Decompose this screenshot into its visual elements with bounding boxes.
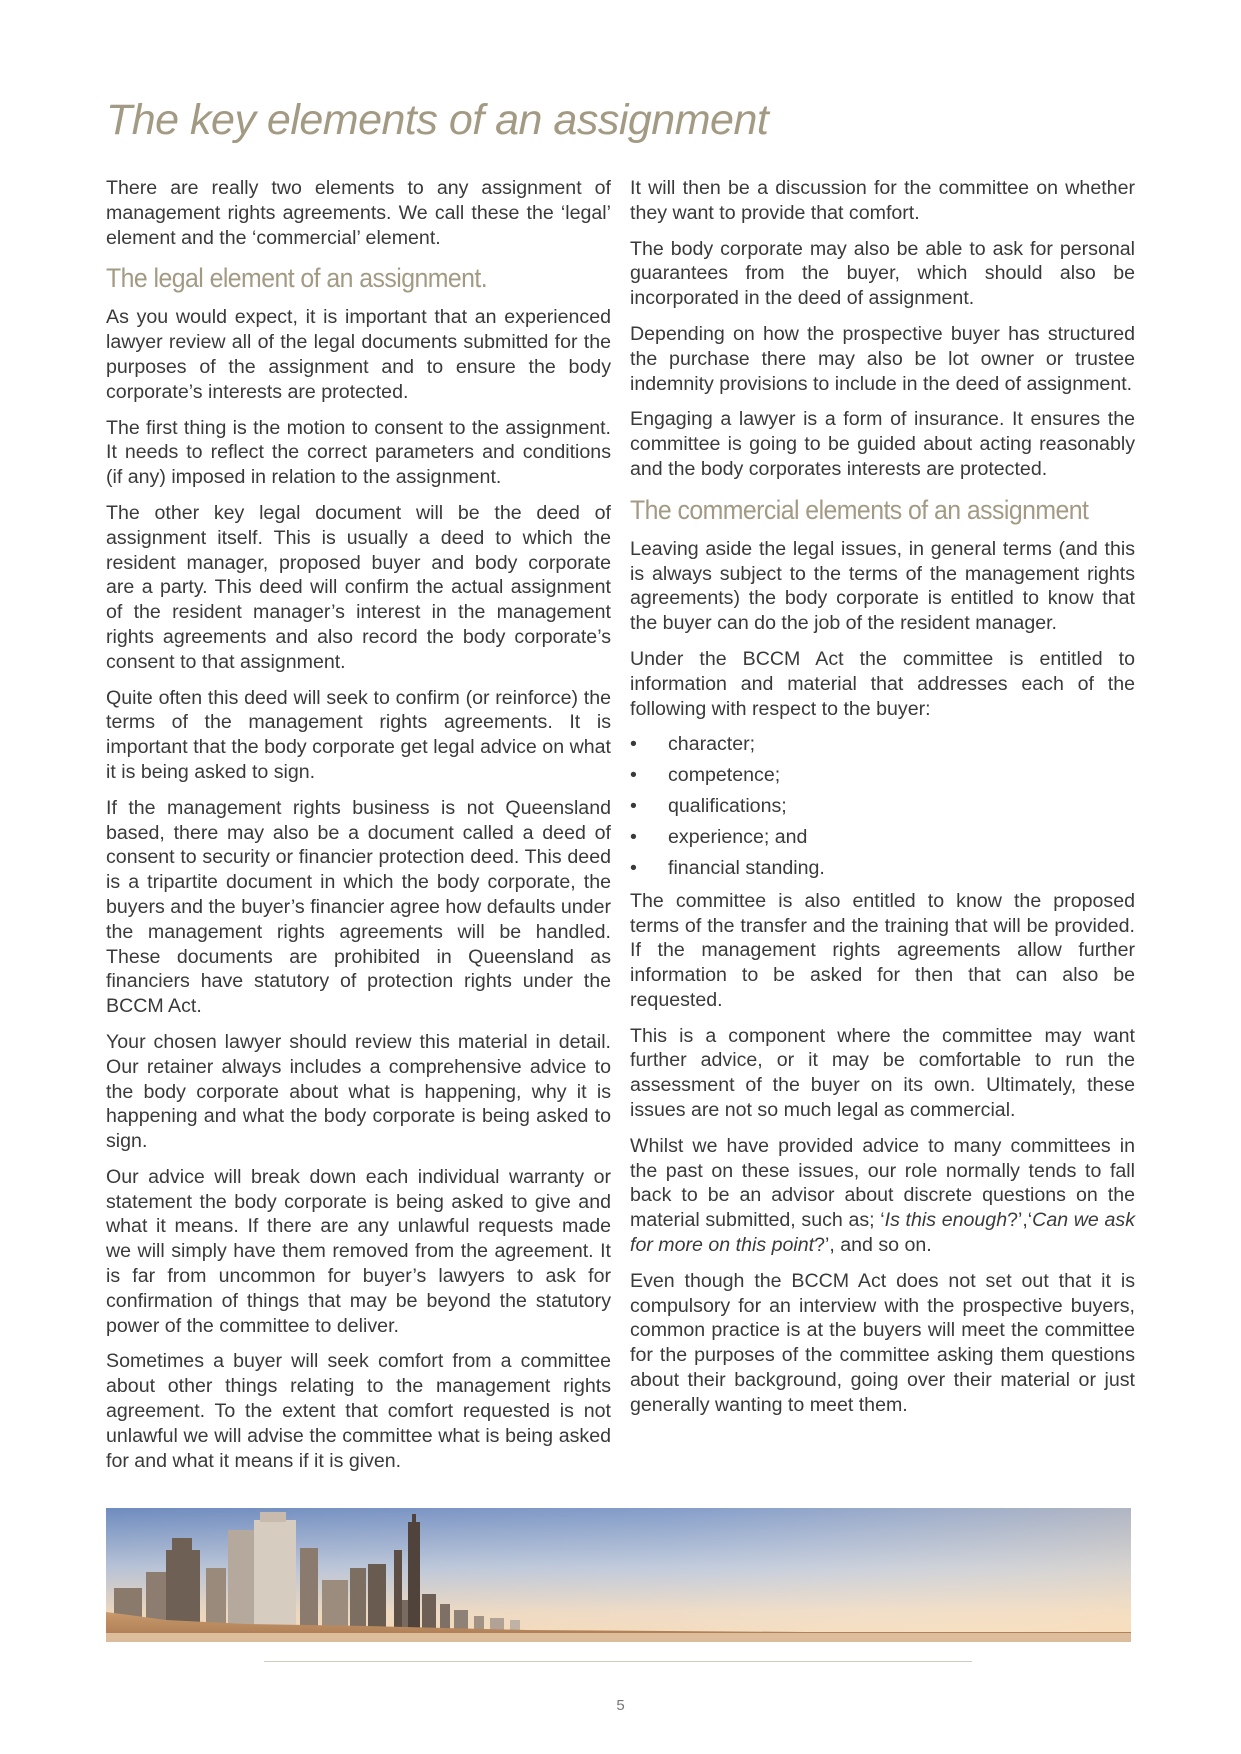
body-paragraph: The body corporate may also be able to ask for personal guarantees from the buyer, which should also be incorporated in the deed of assignment. bbox=[630, 237, 1135, 310]
question-separator: ?’,‘ bbox=[1007, 1209, 1033, 1232]
list-item-label: qualifications; bbox=[668, 795, 787, 818]
body-paragraph: It will then be a discussion for the committee on whether they want to provide that comfort. bbox=[630, 177, 1135, 224]
bullet-icon: • bbox=[630, 733, 637, 756]
body-paragraph: If the management rights business is not Queensland based, there may also be a document called a deed of consent to security or financier protection deed. This deed is a tripartite document in which the body corporate, the buyers and the buyer’s financier agree how defaults under the management rights agreements will be handled. These documents are prohibited in Queensland as financiers have statutory of protection rights under the BCCM Act. bbox=[106, 796, 611, 1018]
list-item bbox=[630, 763, 1135, 788]
body-paragraph: The committee is also entitled to know the proposed terms of the transfer and the training that will be provided. If the management rights agreements allow further information to be asked for then that can also be requested. bbox=[630, 889, 1135, 1011]
commercial-elements-heading: The commercial elements of an assignment bbox=[630, 494, 1089, 525]
bullet-icon: • bbox=[630, 795, 637, 818]
list-item-label: financial standing. bbox=[668, 856, 825, 879]
bullet-icon: • bbox=[630, 826, 637, 849]
list-item-label: competence; bbox=[668, 764, 781, 787]
advisor-role-paragraph bbox=[630, 1134, 1135, 1258]
bullet-icon: • bbox=[630, 764, 637, 787]
body-paragraph: Our advice will break down each individual warranty or statement the body corporate is being asked to give and what it means. If there are any unlawful requests made we will simply have them removed from the agreement. It is far from uncommon for buyer’s lawyers to ask for confirmation of things that may be beyond the statutory power of the committee to deliver. bbox=[106, 1165, 611, 1337]
body-paragraph: Quite often this deed will seek to confirm (or reinforce) the terms of the management rights agreements. It is important that the body corporate get legal advice on what it is being asked to sign. bbox=[106, 686, 611, 783]
body-paragraph: Your chosen lawyer should review this material in detail. Our retainer always includes a comprehensive advice to the body corporate about what is happening, why it is happening and what the body corporate is being asked to sign. bbox=[106, 1030, 611, 1153]
advisor-role-text: Whilst we have provided advice to many committees in the past on these issues, our role normally tends to fall back to be an advisor about discrete questions on the material submitted, such as; ‘ bbox=[630, 1134, 1135, 1232]
list-item bbox=[630, 732, 1135, 757]
right-column bbox=[630, 176, 1135, 1429]
list-item-label: character; bbox=[668, 733, 756, 756]
body-paragraph: Even though the BCCM Act does not set out that it is compulsory for an interview with the prospective buyers, common practice is at the buyers will meet the committee for the purposes of the committee asking them questions about their background, going over their material or just generally wanting to meet them. bbox=[630, 1269, 1135, 1416]
page-title: The key elements of an assignment bbox=[106, 96, 769, 144]
buyer-criteria-list bbox=[630, 732, 1135, 880]
question-is-this-enough: Is this enough bbox=[884, 1209, 1008, 1232]
advisor-role-tail: ?’, and so on. bbox=[814, 1234, 932, 1257]
bullet-icon: • bbox=[630, 856, 637, 879]
list-item bbox=[630, 825, 1135, 850]
list-item-label: experience; and bbox=[668, 826, 808, 849]
list-item bbox=[630, 794, 1135, 819]
legal-element-heading: The legal element of an assignment. bbox=[106, 263, 488, 294]
body-paragraph: Leaving aside the legal issues, in general terms (and this is always subject to the terms of the management rights agreements) the body corporate is entitled to know that the buyer can do the job of the resident manager. bbox=[630, 537, 1135, 635]
city-skyline-banner bbox=[106, 1508, 1131, 1642]
list-item bbox=[630, 856, 1135, 881]
body-paragraph: This is a component where the committee may want further advice, or it may be comfortable to run the assessment of the buyer on its own. Ultimately, these issues are not so much legal as commercial. bbox=[630, 1024, 1135, 1122]
body-paragraph: Engaging a lawyer is a form of insurance. It ensures the committee is going to be guided about acting reasonably and the body corporates interests are protected. bbox=[630, 408, 1135, 480]
question-ask-for-more: Can we ask for more on this point bbox=[630, 1209, 1135, 1257]
intro-paragraph: There are really two elements to any assignment of management rights agreements. We call these the ‘legal’ element and the ‘commercial’ element. bbox=[106, 177, 611, 249]
footer-divider bbox=[264, 1661, 972, 1662]
left-column bbox=[106, 176, 611, 1484]
body-paragraph: Sometimes a buyer will seek comfort from a committee about other things relating to the management rights agreement. To the extent that comfort requested is not unlawful we will advise the committee what is being asked for and what it means if it is given. bbox=[106, 1350, 611, 1472]
body-paragraph: The first thing is the motion to consent to the assignment. It needs to reflect the correct parameters and conditions (if any) imposed in relation to the assignment. bbox=[106, 416, 611, 489]
body-paragraph: The other key legal document will be the deed of assignment itself. This is usually a deed to which the resident manager, proposed buyer and body corporate are a party. This deed will confirm the actual assignment of the resident manager’s interest in the management rights agreements and also record the body corporate’s consent to that assignment. bbox=[106, 501, 611, 673]
page-number: 5 bbox=[616, 1697, 625, 1714]
body-paragraph: As you would expect, it is important that an experienced lawyer review all of the legal documents submitted for the purposes of the assignment and to ensure the body corporate’s interests are protected. bbox=[106, 306, 611, 403]
body-paragraph: Under the BCCM Act the committee is entitled to information and material that addresses each of the following with respect to the buyer: bbox=[630, 647, 1135, 720]
body-paragraph: Depending on how the prospective buyer has structured the purchase there may also be lot owner or trustee indemnity provisions to include in the deed of assignment. bbox=[630, 322, 1135, 395]
